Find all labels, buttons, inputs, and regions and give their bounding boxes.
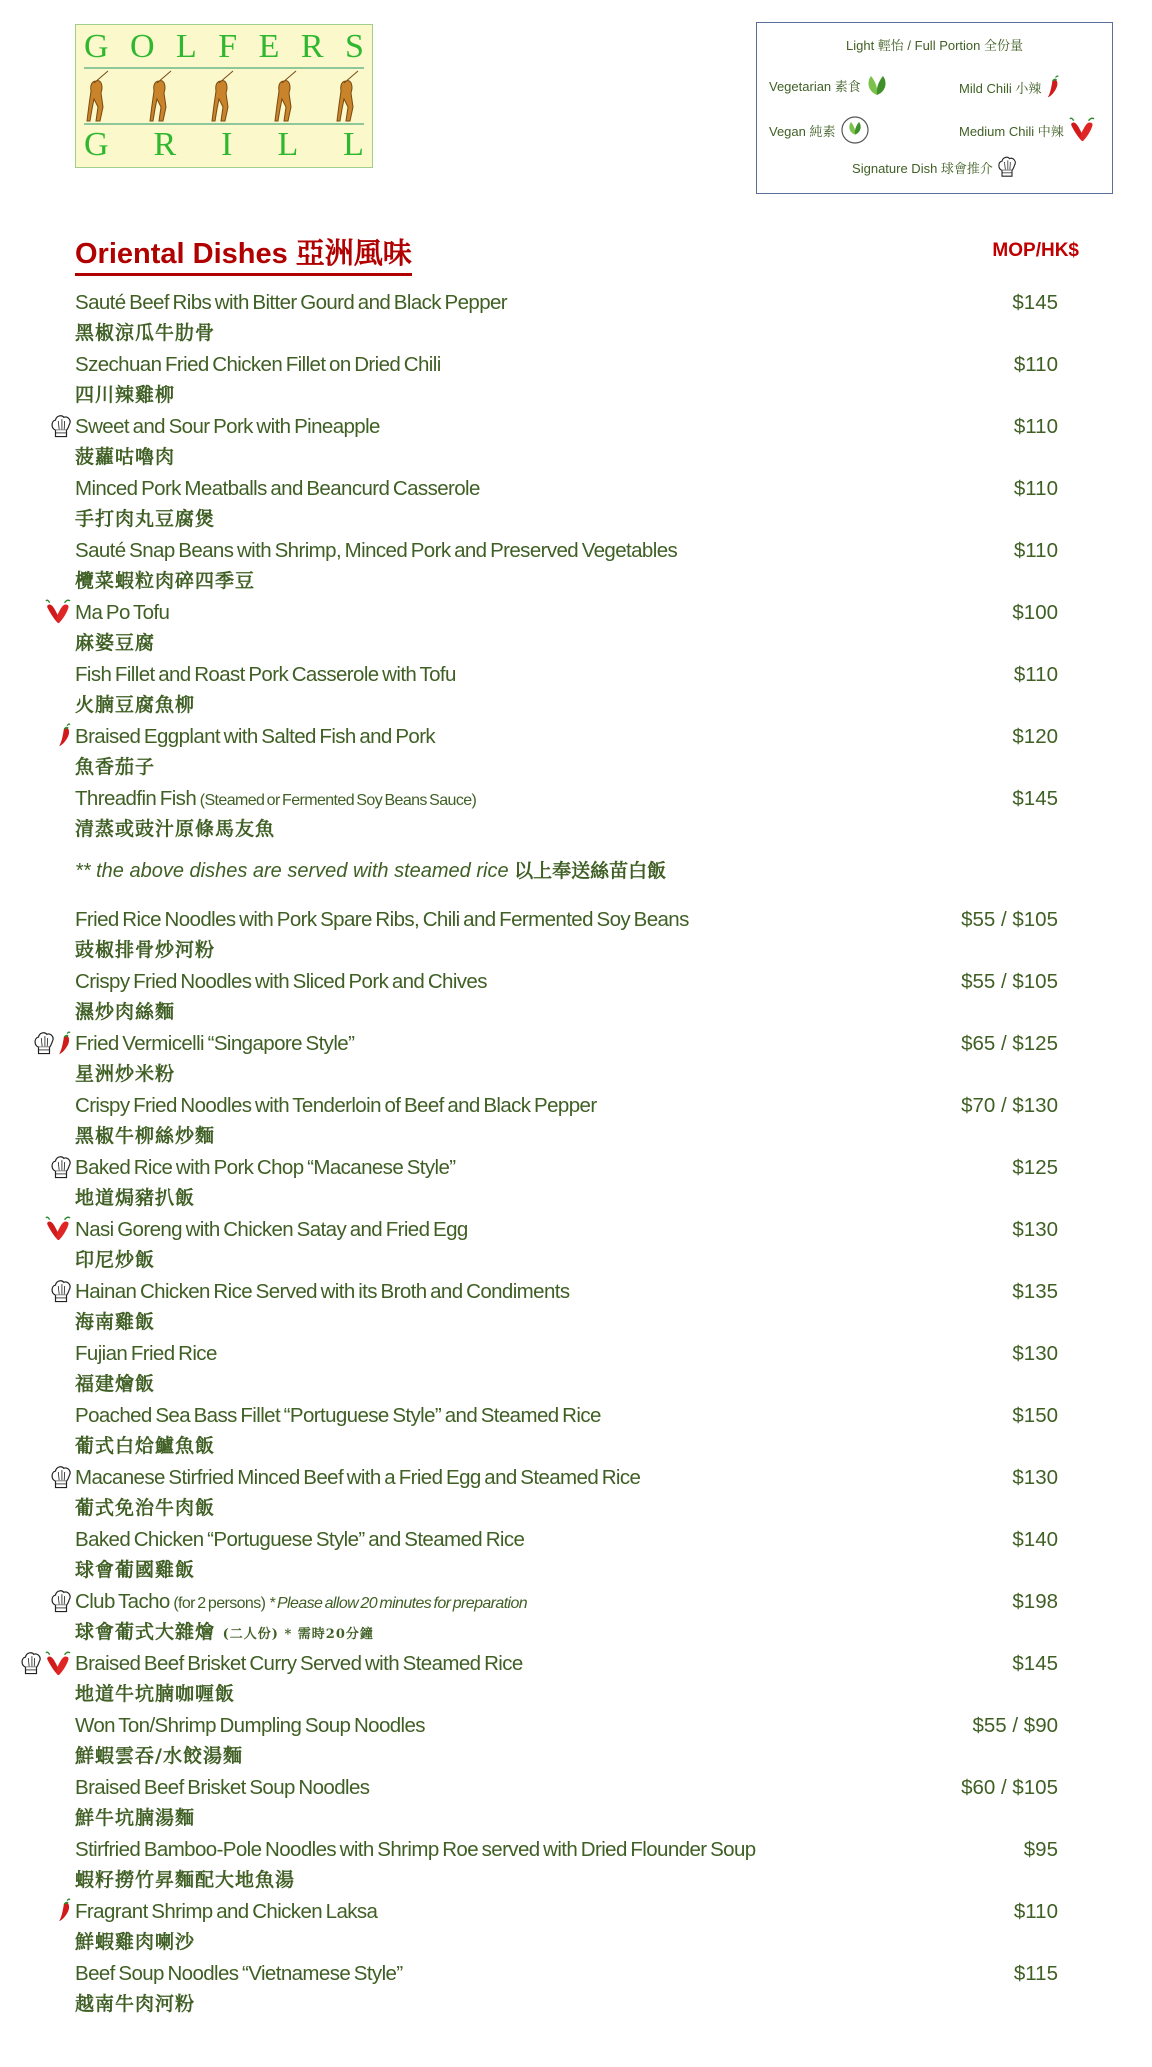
item-chinese-name: 黑椒牛柳絲炒麵 xyxy=(75,1125,216,1147)
item-price: $145 xyxy=(1012,291,1058,314)
item-price: $110 xyxy=(1013,353,1058,376)
menu-item xyxy=(0,1090,1152,1152)
item-price: $130 xyxy=(1012,1342,1058,1365)
item-price: $55 / $105 xyxy=(961,970,1058,993)
legend-portion xyxy=(757,35,1112,54)
item-chinese-name: 豉椒排骨炒河粉 xyxy=(75,939,216,961)
item-name-en xyxy=(75,1028,354,1059)
legend-vegan-text: Vegan 純素 xyxy=(769,123,836,139)
item-price: $140 xyxy=(1012,1528,1058,1551)
item-name-en xyxy=(75,1276,570,1307)
item-chinese-name: 葡式免治牛肉飯 xyxy=(75,1497,216,1519)
legend-portion-text: Light 輕怡 / Full Portion 全份量 xyxy=(846,38,1023,53)
item-name: Braised Beef Brisket Soup Noodles xyxy=(75,1776,370,1799)
legend-mild-chili-text: Mild Chili 小辣 xyxy=(959,80,1042,96)
item-name-en xyxy=(75,1338,217,1369)
menu-item xyxy=(0,1524,1152,1586)
chef-hat-icon xyxy=(33,1030,55,1057)
item-chinese-name: 球會葡國雞飯 xyxy=(75,1559,196,1581)
item-name-zh xyxy=(75,1059,175,1090)
menu-item xyxy=(0,1896,1152,1958)
item-chinese-name: 濕炒肉絲麵 xyxy=(75,1001,176,1023)
golfers-grill-logo xyxy=(75,24,373,168)
item-price: $130 xyxy=(1012,1218,1058,1241)
item-italic-note: * Please allow 20 minutes for preparation xyxy=(268,1595,528,1612)
item-name-en xyxy=(75,1152,456,1183)
item-chinese-name: 海南雞飯 xyxy=(75,1311,156,1333)
item-name-zh xyxy=(75,997,175,1028)
item-name: Hainan Chicken Rice Served with its Broth and Condiments xyxy=(75,1280,570,1303)
item-name-zh xyxy=(75,1803,195,1834)
item-name-zh xyxy=(75,752,155,783)
item-name-en xyxy=(75,1834,756,1865)
item-name-zh xyxy=(75,1865,295,1896)
legend-box xyxy=(756,22,1113,194)
item-chinese-name: 菠蘿咕嚕肉 xyxy=(75,446,176,468)
mild-chili-icon xyxy=(57,1031,72,1056)
golfer-icon xyxy=(211,69,237,123)
item-name: Ma Po Tofu xyxy=(75,601,170,624)
item-name-en xyxy=(75,597,169,628)
mild-chili-icon xyxy=(57,723,72,748)
item-icons xyxy=(57,1898,72,1923)
item-price: $55 / $90 xyxy=(972,1714,1058,1737)
menu-item xyxy=(0,1276,1152,1338)
legend-medium-chili-text: Medium Chili 中辣 xyxy=(959,123,1064,139)
item-chinese-name: 葡式白烚鱸魚飯 xyxy=(75,1435,216,1457)
item-name-en xyxy=(75,287,507,318)
golfer-icon xyxy=(86,69,112,123)
chef-hat-icon xyxy=(50,1278,72,1305)
item-name-zh xyxy=(75,1741,243,1772)
item-chinese-name: 欖菜蝦粒肉碎四季豆 xyxy=(75,570,256,592)
item-name-en xyxy=(75,1400,601,1431)
item-price: $125 xyxy=(1012,1156,1058,1179)
chef-hat-icon xyxy=(50,1154,72,1181)
item-name-en xyxy=(75,783,476,814)
item-icons xyxy=(50,1588,72,1615)
item-price: $110 xyxy=(1013,477,1058,500)
mild-chili-icon xyxy=(1045,75,1061,99)
menu-item xyxy=(0,1338,1152,1400)
golfer-icon xyxy=(336,69,362,123)
item-icons xyxy=(50,413,72,440)
item-price: $110 xyxy=(1013,539,1058,562)
item-chinese-name: 魚香茄子 xyxy=(75,756,156,778)
item-chinese-name: 印尼炒飯 xyxy=(75,1249,156,1271)
item-name-zh xyxy=(75,1121,215,1152)
vegan-icon xyxy=(840,115,870,145)
item-name: Beef Soup Noodles “Vietnamese Style” xyxy=(75,1962,403,1985)
golfer-icon xyxy=(274,69,300,123)
menu-item xyxy=(0,1958,1152,2020)
legend-signature xyxy=(757,155,1112,179)
item-name: Baked Rice with Pork Chop “Macanese Style” xyxy=(75,1156,456,1179)
item-name-zh xyxy=(75,318,215,349)
item-name-zh xyxy=(75,1307,155,1338)
item-chinese-name: 鮮蝦雲吞/水餃湯麵 xyxy=(75,1745,243,1767)
item-chinese-name: 地道牛坑腩咖喱飯 xyxy=(75,1683,236,1705)
item-name-en xyxy=(75,1090,597,1121)
item-name: Braised Eggplant with Salted Fish and Pork xyxy=(75,725,436,748)
item-name-zh xyxy=(75,935,215,966)
item-name: Fujian Fried Rice xyxy=(75,1342,217,1365)
item-name-en xyxy=(75,473,480,504)
item-name-zh xyxy=(75,566,255,597)
item-name-zh xyxy=(75,628,155,659)
item-chinese-name: 黑椒涼瓜牛肋骨 xyxy=(75,322,216,344)
item-name-zh xyxy=(75,1555,195,1586)
item-price: $55 / $105 xyxy=(961,908,1058,931)
item-name: Club Tacho xyxy=(75,1590,170,1613)
item-price: $60 / $105 xyxy=(961,1776,1058,1799)
item-name: Szechuan Fried Chicken Fillet on Dried Chili xyxy=(75,353,441,376)
menu-item xyxy=(0,783,1152,845)
item-price: $110 xyxy=(1013,415,1058,438)
item-chinese-name: 地道焗豬扒飯 xyxy=(75,1187,196,1209)
item-icons xyxy=(33,1030,72,1057)
legend-vegan xyxy=(769,115,870,145)
item-chinese-name: 清蒸或豉汁原條馬友魚 xyxy=(75,818,276,840)
item-name-zh xyxy=(75,1431,215,1462)
item-name: Braised Beef Brisket Curry Served with Steamed Rice xyxy=(75,1652,523,1675)
chef-hat-icon xyxy=(50,1588,72,1615)
menu-item xyxy=(0,535,1152,597)
item-name-zh xyxy=(75,1617,374,1648)
item-name: Fragrant Shrimp and Chicken Laksa xyxy=(75,1900,378,1923)
menu-list xyxy=(0,287,1152,2020)
item-chinese-name: 火腩豆腐魚柳 xyxy=(75,694,196,716)
item-price: $130 xyxy=(1012,1466,1058,1489)
logo-rule xyxy=(84,123,364,125)
item-price: $110 xyxy=(1013,1900,1058,1923)
item-name: Crispy Fried Noodles with Tenderloin of Beef and Black Pepper xyxy=(75,1094,597,1117)
item-name-en xyxy=(75,659,456,690)
item-price: $145 xyxy=(1012,1652,1058,1675)
menu-item xyxy=(0,1772,1152,1834)
item-name: Stirfried Bamboo-Pole Noodles with Shrimp Roe served with Dried Flounder Soup xyxy=(75,1838,756,1861)
logo-top-word: G O L F E R S xyxy=(84,28,364,65)
item-icons xyxy=(20,1650,72,1677)
item-name-zh xyxy=(75,690,195,721)
item-price: $100 xyxy=(1012,601,1058,624)
item-name: Poached Sea Bass Fillet “Portuguese Style” and Steamed Rice xyxy=(75,1404,601,1427)
legend-mild-chili xyxy=(959,75,1061,99)
item-name-en xyxy=(75,1586,527,1617)
rice-note-en: ** the above dishes are served with steamed rice xyxy=(75,860,509,882)
item-name-zh xyxy=(75,1183,195,1214)
item-name: Baked Chicken “Portuguese Style” and Steamed Rice xyxy=(75,1528,525,1551)
chef-hat-icon xyxy=(50,413,72,440)
legend-vegetarian xyxy=(769,73,889,97)
item-name-en xyxy=(75,1896,377,1927)
item-name-zh xyxy=(75,1927,195,1958)
legend-medium-chili xyxy=(959,117,1096,143)
item-chinese-name: 手打肉丸豆腐煲 xyxy=(75,508,216,530)
medium-chili-icon xyxy=(1068,117,1096,143)
item-name: Won Ton/Shrimp Dumpling Soup Noodles xyxy=(75,1714,425,1737)
item-name-zh xyxy=(75,814,275,845)
item-name-en xyxy=(75,1524,524,1555)
item-price: $150 xyxy=(1012,1404,1058,1427)
item-name-en xyxy=(75,535,677,566)
item-price: $95 xyxy=(1023,1838,1058,1861)
menu-item xyxy=(0,1462,1152,1524)
section-title: Oriental Dishes 亞洲風味 xyxy=(75,236,412,276)
item-name-en xyxy=(75,1462,640,1493)
item-name-zh xyxy=(75,1989,195,2020)
item-name-en xyxy=(75,1772,369,1803)
item-chinese-name: 麻婆豆腐 xyxy=(75,632,156,654)
item-price: $70 / $130 xyxy=(961,1094,1058,1117)
item-name: Sauté Snap Beans with Shrimp, Minced Pork and Preserved Vegetables xyxy=(75,539,678,562)
currency-label: MOP/HK$ xyxy=(992,240,1079,261)
legend-signature-text: Signature Dish 球會推介 xyxy=(852,160,993,176)
item-icons xyxy=(44,1216,72,1242)
item-chinese-name: 鮮蝦雞肉喇沙 xyxy=(75,1931,196,1953)
menu-item xyxy=(0,1834,1152,1896)
medium-chili-icon xyxy=(44,1651,72,1677)
menu-item xyxy=(0,721,1152,783)
menu-item xyxy=(0,349,1152,411)
item-name-en xyxy=(75,1648,523,1679)
logo-bottom-word: G R I L L xyxy=(84,126,364,163)
item-price: $135 xyxy=(1012,1280,1058,1303)
golfer-icon xyxy=(149,69,175,123)
item-name: Fish Fillet and Roast Pork Casserole with Tofu xyxy=(75,663,456,686)
item-price: $115 xyxy=(1013,1962,1058,1985)
item-icons xyxy=(50,1464,72,1491)
menu-item xyxy=(0,411,1152,473)
item-price: $145 xyxy=(1012,787,1058,810)
item-note: (Steamed or Fermented Soy Beans Sauce) xyxy=(199,792,477,809)
item-price: $65 / $125 xyxy=(961,1032,1058,1055)
item-price: $198 xyxy=(1012,1590,1058,1613)
leaf-icon xyxy=(865,73,889,97)
item-name-en xyxy=(75,349,441,380)
item-icons xyxy=(57,723,72,748)
item-name: Macanese Stirfried Minced Beef with a Fried Egg and Steamed Rice xyxy=(75,1466,641,1489)
menu-item xyxy=(0,1400,1152,1462)
item-name-en xyxy=(75,1710,425,1741)
item-chinese-name: 星洲炒米粉 xyxy=(75,1063,176,1085)
item-name: Crispy Fried Noodles with Sliced Pork and Chives xyxy=(75,970,487,993)
item-name-zh xyxy=(75,1679,235,1710)
item-note: (for 2 persons) xyxy=(173,1595,266,1612)
legend-vegetarian-text: Vegetarian 素食 xyxy=(769,78,861,94)
item-name-zh xyxy=(75,380,175,411)
menu-item xyxy=(0,1710,1152,1772)
item-name-zh xyxy=(75,504,215,535)
golfer-figures xyxy=(86,69,362,123)
item-price: $120 xyxy=(1012,725,1058,748)
menu-item xyxy=(0,904,1152,966)
item-chinese-name: 球會葡式大雜燴 xyxy=(75,1621,216,1643)
menu-item xyxy=(0,659,1152,721)
rice-note-zh: 以上奉送絲苗白飯 xyxy=(514,860,667,882)
item-name-zh xyxy=(75,1493,215,1524)
item-chinese-note: (二人份) * 需時20分鐘 xyxy=(222,1627,374,1642)
item-name-en xyxy=(75,966,487,997)
rice-note xyxy=(0,845,1152,904)
medium-chili-icon xyxy=(44,1216,72,1242)
item-name-en xyxy=(75,411,380,442)
menu-item xyxy=(0,1028,1152,1090)
item-name-en xyxy=(75,904,689,935)
medium-chili-icon xyxy=(44,599,72,625)
menu-item xyxy=(0,1152,1152,1214)
item-name-zh xyxy=(75,1369,155,1400)
menu-item xyxy=(0,1214,1152,1276)
item-name-en xyxy=(75,1214,468,1245)
item-name: Threadfin Fish xyxy=(75,787,197,810)
item-name: Minced Pork Meatballs and Beancurd Casserole xyxy=(75,477,480,500)
item-chinese-name: 四川辣雞柳 xyxy=(75,384,176,406)
menu-item xyxy=(0,473,1152,535)
menu-item xyxy=(0,597,1152,659)
item-price: $110 xyxy=(1013,663,1058,686)
menu-item xyxy=(0,1586,1152,1648)
item-name: Nasi Goreng with Chicken Satay and Fried Egg xyxy=(75,1218,468,1241)
item-icons xyxy=(50,1278,72,1305)
item-icons xyxy=(50,1154,72,1181)
item-chinese-name: 越南牛肉河粉 xyxy=(75,1993,196,2015)
mild-chili-icon xyxy=(57,1898,72,1923)
item-name-en xyxy=(75,721,435,752)
item-name-en xyxy=(75,1958,403,1989)
item-name: Fried Rice Noodles with Pork Spare Ribs, Chili and Fermented Soy Beans xyxy=(75,908,689,931)
menu-item xyxy=(0,966,1152,1028)
chef-hat-icon xyxy=(20,1650,42,1677)
item-name-zh xyxy=(75,1245,155,1276)
item-name: Sauté Beef Ribs with Bitter Gourd and Black Pepper xyxy=(75,291,508,314)
menu-item xyxy=(0,1648,1152,1710)
item-icons xyxy=(44,599,72,625)
rice-note-text xyxy=(75,856,666,883)
chef-hat-icon xyxy=(50,1464,72,1491)
item-name: Sweet and Sour Pork with Pineapple xyxy=(75,415,380,438)
item-chinese-name: 鮮牛坑腩湯麵 xyxy=(75,1807,196,1829)
item-name-zh xyxy=(75,442,175,473)
menu-item xyxy=(0,287,1152,349)
chef-hat-icon xyxy=(997,155,1017,179)
item-chinese-name: 蝦籽撈竹昇麵配大地魚湯 xyxy=(75,1869,296,1891)
item-name: Fried Vermicelli “Singapore Style” xyxy=(75,1032,355,1055)
item-chinese-name: 福建燴飯 xyxy=(75,1373,156,1395)
